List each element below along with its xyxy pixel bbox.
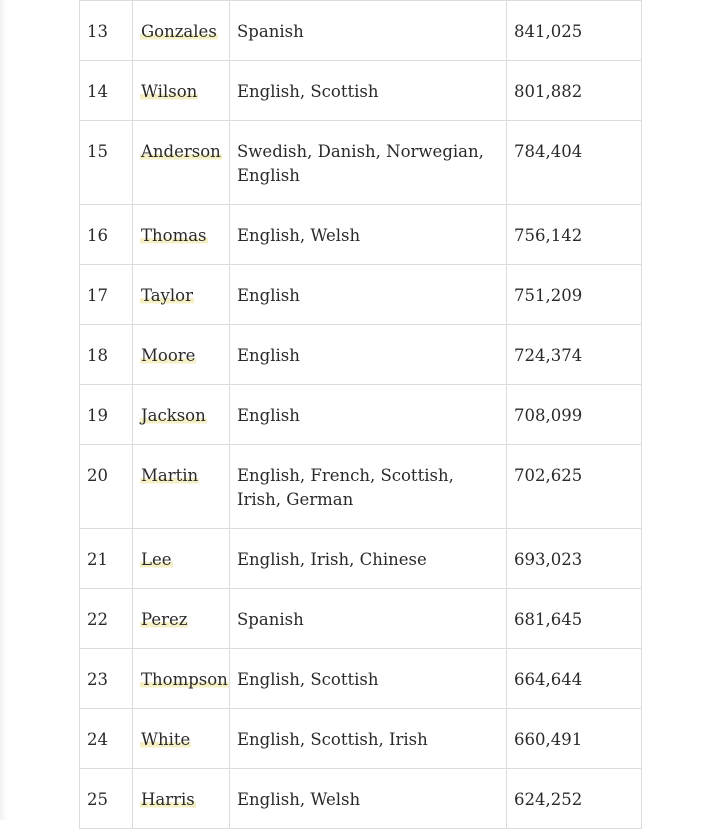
surname-cell (133, 265, 230, 325)
count-cell: 751,209 (507, 265, 642, 325)
surname-cell (133, 205, 230, 265)
table-row (80, 61, 642, 121)
surname-cell (133, 649, 230, 709)
rank-cell: 17 (80, 265, 133, 325)
surname-cell (133, 121, 230, 205)
count-cell: 660,491 (507, 709, 642, 769)
count-cell: 664,644 (507, 649, 642, 709)
table-row (80, 589, 642, 649)
table-row (80, 325, 642, 385)
origin-cell: English (230, 265, 507, 325)
surname-cell (133, 325, 230, 385)
origin-cell: Spanish (230, 1, 507, 61)
table-row (80, 121, 642, 205)
surname-highlight: Harris (141, 790, 195, 809)
surname-cell (133, 709, 230, 769)
count-cell: 681,645 (507, 589, 642, 649)
count-cell: 756,142 (507, 205, 642, 265)
rank-cell: 20 (80, 445, 133, 529)
rank-cell: 18 (80, 325, 133, 385)
rank-cell: 16 (80, 205, 133, 265)
rank-cell: 24 (80, 709, 133, 769)
origin-cell: English, Irish, Chinese (230, 529, 507, 589)
origin-cell: English, Scottish (230, 61, 507, 121)
surname-highlight: Perez (141, 610, 188, 629)
table-row (80, 385, 642, 445)
surname-table (79, 0, 642, 829)
rank-cell: 21 (80, 529, 133, 589)
origin-cell: English, Scottish (230, 649, 507, 709)
count-cell: 724,374 (507, 325, 642, 385)
surname-highlight: Wilson (141, 82, 198, 101)
surname-highlight: Thompson (141, 670, 228, 689)
rank-cell: 14 (80, 61, 133, 121)
surname-highlight: Moore (141, 346, 196, 365)
surname-highlight: Anderson (141, 142, 221, 161)
surname-highlight: Martin (141, 466, 199, 485)
table-row (80, 445, 642, 529)
surname-highlight: Lee (141, 550, 172, 569)
surname-cell (133, 589, 230, 649)
surname-highlight: Jackson (141, 406, 206, 425)
table-row (80, 709, 642, 769)
surname-cell (133, 529, 230, 589)
surname-highlight: White (141, 730, 191, 749)
rank-cell: 22 (80, 589, 133, 649)
table-row (80, 649, 642, 709)
origin-cell: English, Welsh (230, 205, 507, 265)
origin-cell: English, Welsh (230, 769, 507, 829)
table-row (80, 265, 642, 325)
rank-cell: 25 (80, 769, 133, 829)
origin-cell: English (230, 385, 507, 445)
surname-highlight: Taylor (141, 286, 193, 305)
origin-cell: Swedish, Danish, Norwegian, English (230, 121, 507, 205)
origin-cell: English (230, 325, 507, 385)
surname-highlight: Gonzales (141, 22, 217, 41)
table-row (80, 529, 642, 589)
rank-cell: 15 (80, 121, 133, 205)
count-cell: 702,625 (507, 445, 642, 529)
origin-cell: Spanish (230, 589, 507, 649)
surname-highlight: Thomas (141, 226, 207, 245)
surname-cell (133, 445, 230, 529)
table-row (80, 205, 642, 265)
origin-cell: English, French, Scottish, Irish, German (230, 445, 507, 529)
origin-cell: English, Scottish, Irish (230, 709, 507, 769)
table-row (80, 1, 642, 61)
count-cell: 841,025 (507, 1, 642, 61)
page-edge-shadow (0, 0, 8, 820)
count-cell: 708,099 (507, 385, 642, 445)
count-cell: 624,252 (507, 769, 642, 829)
count-cell: 693,023 (507, 529, 642, 589)
rank-cell: 13 (80, 1, 133, 61)
surname-cell (133, 1, 230, 61)
surname-cell (133, 61, 230, 121)
count-cell: 784,404 (507, 121, 642, 205)
count-cell: 801,882 (507, 61, 642, 121)
rank-cell: 23 (80, 649, 133, 709)
surname-cell (133, 385, 230, 445)
rank-cell: 19 (80, 385, 133, 445)
